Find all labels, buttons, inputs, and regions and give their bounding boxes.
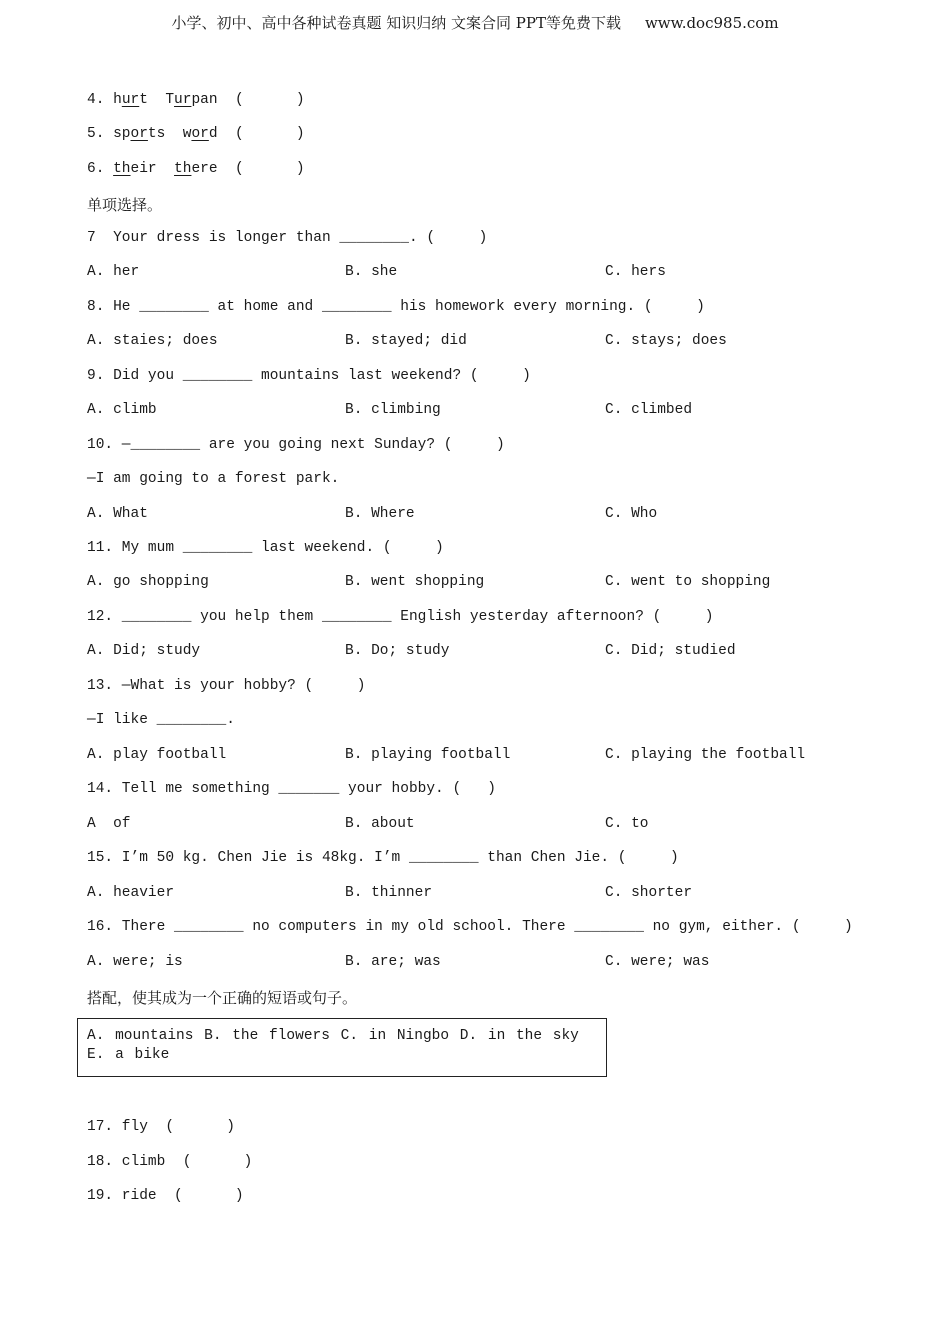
question-8: 8. He ________ at home and ________ his homework every morning. ( ) (87, 299, 705, 315)
q11-option-c: C. went to shopping (605, 574, 771, 590)
q7-option-c: C. hers (605, 264, 666, 280)
section-title-matching: 搭配，使其成为一个正确的短语或句子。 (87, 989, 358, 1007)
question-9: 9. Did you ________ mountains last weekend? ( ) (87, 368, 531, 384)
matching-item-18: 18. climb ( ) (87, 1154, 253, 1170)
q8-option-c: C. stays; does (605, 333, 727, 349)
matching-item-17: 17. fly ( ) (87, 1119, 235, 1135)
q14-option-b: B. about (345, 816, 415, 832)
q12-option-a: A. Did; study (87, 643, 201, 659)
q13-option-a: A. play football (87, 747, 227, 763)
question-10: 10. —________ are you going next Sunday? ( ) (87, 437, 505, 453)
q13-option-c: C. playing the football (605, 747, 806, 763)
q7-option-a: A. her (87, 264, 140, 280)
q13-option-b: B. playing football (345, 747, 511, 763)
q16-option-a: A. were; is (87, 954, 183, 970)
page-header (0, 12, 950, 33)
q12-option-b: B. Do; study (345, 643, 450, 659)
question-7: 7 Your dress is longer than ________. ( ) (87, 230, 488, 246)
q8-option-a: A. staies; does (87, 333, 218, 349)
q10-option-a: A. What (87, 506, 148, 522)
q14-option-a: A of (87, 816, 131, 832)
q9-option-c: C. climbed (605, 402, 693, 418)
section-title-single-choice: 单项选择。 (87, 196, 163, 214)
question-14: 14. Tell me something _______ your hobby. ( ) (87, 781, 496, 797)
phonics-item-6: 6. their there ( ) (87, 161, 305, 177)
q9-option-b: B. climbing (345, 402, 441, 418)
header-text: 小学、初中、高中各种试卷真题 知识归纳 文案合同 PPT等免费下载 (171, 14, 621, 32)
question-15: 15. I’m 50 kg. Chen Jie is 48kg. I’m ________ than Chen Jie. ( ) (87, 850, 679, 866)
q9-option-a: A. climb (87, 402, 157, 418)
matching-item-19: 19. ride ( ) (87, 1188, 244, 1204)
question-12: 12. ________ you help them ________ English yesterday afternoon? ( ) (87, 609, 714, 625)
question-10-answer-line: —I am going to a forest park. (87, 471, 340, 487)
question-13: 13. —What is your hobby? ( ) (87, 678, 366, 694)
phonics-item-5: 5. sports word ( ) (87, 126, 305, 142)
header-site: www.doc985.com (644, 14, 779, 32)
q15-option-b: B. thinner (345, 885, 433, 901)
q14-option-c: C. to (605, 816, 649, 832)
q11-option-a: A. go shopping (87, 574, 209, 590)
q15-option-c: C. shorter (605, 885, 693, 901)
phonics-item-4: 4. hurt Turpan ( ) (87, 92, 305, 108)
q16-option-b: B. are; was (345, 954, 441, 970)
q8-option-b: B. stayed; did (345, 333, 467, 349)
q15-option-a: A. heavier (87, 885, 175, 901)
question-16: 16. There ________ no computers in my old school. There ________ no gym, either. ( ) (87, 919, 853, 935)
q10-option-b: B. Where (345, 506, 415, 522)
q11-option-b: B. went shopping (345, 574, 485, 590)
matching-options-box: A. mountains B. the flowers C. in Ningbo D. in the sky E. a bike (77, 1018, 607, 1077)
q16-option-c: C. were; was (605, 954, 710, 970)
q7-option-b: B. she (345, 264, 398, 280)
question-11: 11. My mum ________ last weekend. ( ) (87, 540, 444, 556)
q10-option-c: C. Who (605, 506, 658, 522)
q12-option-c: C. Did; studied (605, 643, 736, 659)
question-13-answer-line: —I like ________. (87, 712, 235, 728)
